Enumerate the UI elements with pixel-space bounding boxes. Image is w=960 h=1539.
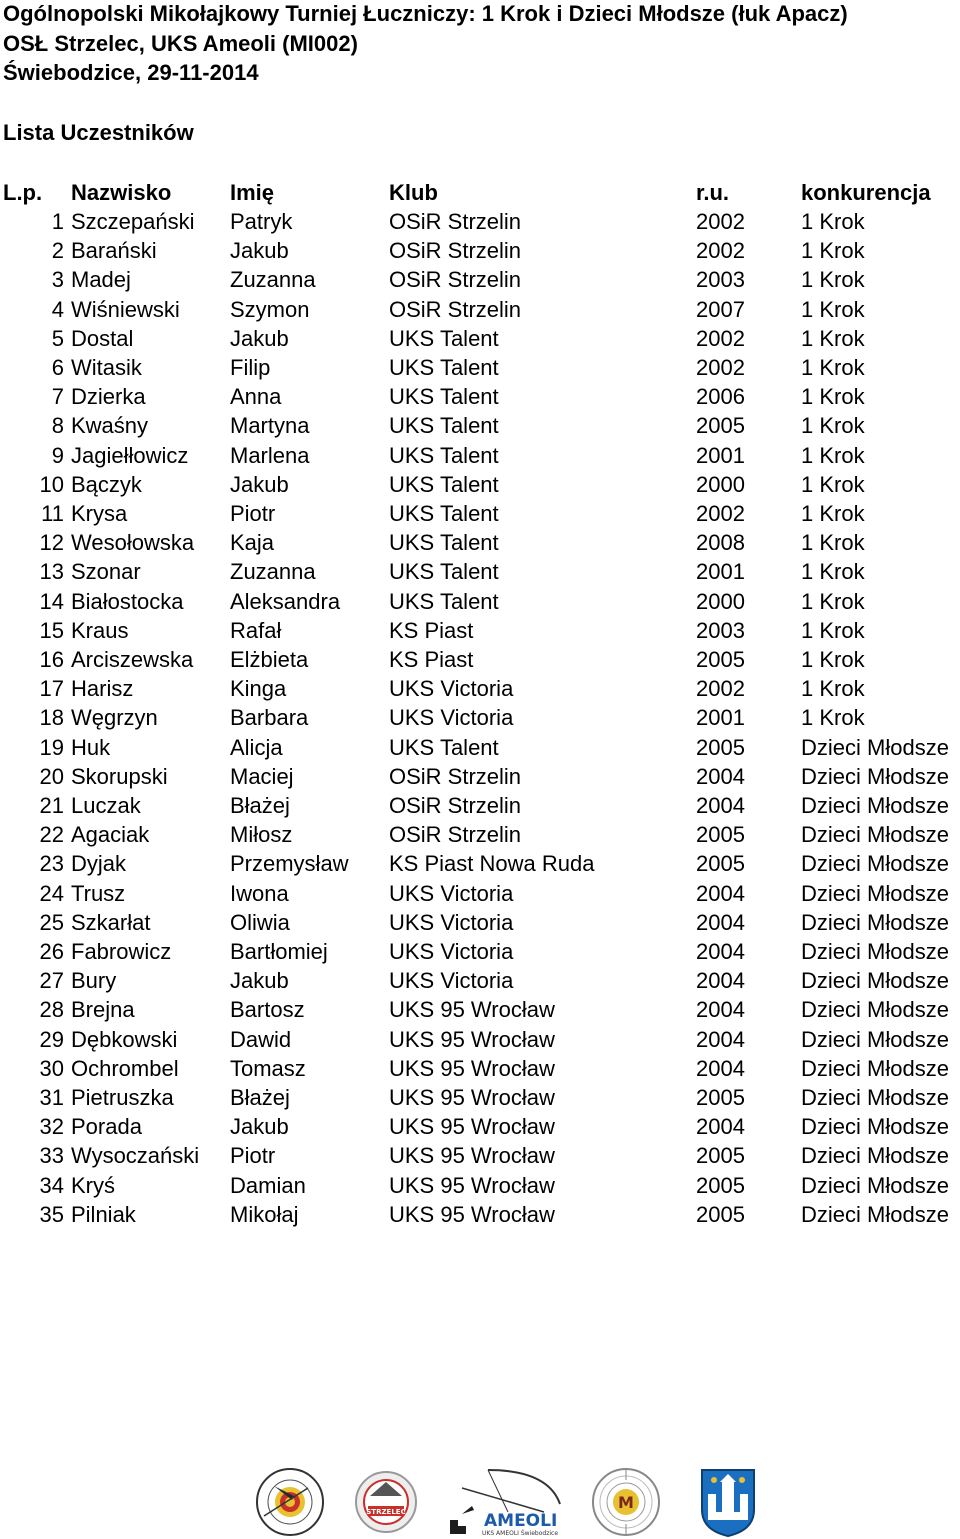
table-row <box>0 850 960 879</box>
cell-lp: 16 <box>39 647 64 672</box>
cell-lp: 7 <box>51 384 64 410</box>
cell-lp: 29 <box>39 1026 64 1052</box>
cell-nazwisko: Brejna <box>71 997 135 1023</box>
cell-nazwisko: Kryś <box>71 1172 115 1198</box>
cell-imie: Patryk <box>230 209 293 234</box>
cell-nazwisko: Kraus <box>71 617 129 643</box>
place-date-line: Świebodzice, 29-11-2014 <box>3 60 259 85</box>
table-row <box>0 354 960 383</box>
table-row <box>0 1142 960 1171</box>
table-row <box>0 266 960 295</box>
cell-konkurencja: Dzieci Młodsze <box>801 1026 949 1052</box>
cell-lp: 23 <box>39 851 64 877</box>
cell-konkurencja: Dzieci Młodsze <box>801 1114 949 1140</box>
cell-nazwisko: Barański <box>71 238 157 264</box>
table-row <box>0 909 960 938</box>
cell-konkurencja: Dzieci Młodsze <box>801 939 949 964</box>
cell-nazwisko: Szczepański <box>71 209 195 234</box>
cell-imie: Miłosz <box>230 822 293 848</box>
table-row <box>0 1172 960 1201</box>
cell-rok: 2004 <box>696 880 745 906</box>
cell-konkurencja: 1 Krok <box>801 325 865 351</box>
table-row <box>0 967 960 996</box>
cell-lp: 10 <box>39 471 64 497</box>
strzelec-logo <box>350 1468 422 1536</box>
cell-konkurencja: 1 Krok <box>801 267 865 293</box>
cell-nazwisko: Wiśniewski <box>71 296 180 322</box>
table-row <box>0 880 960 909</box>
cell-rok: 2004 <box>696 763 745 789</box>
strzelec-logo-text: STRZELEC <box>366 1508 406 1516</box>
cell-imie: Przemysław <box>230 851 349 877</box>
cell-konkurencja: 1 Krok <box>801 617 865 643</box>
cell-imie: Anna <box>230 384 282 410</box>
cell-nazwisko: Skorupski <box>71 763 168 789</box>
cell-konkurencja: Dzieci Młodsze <box>801 734 949 760</box>
cell-konkurencja: 1 Krok <box>801 413 865 439</box>
cell-imie: Elżbieta <box>230 647 309 672</box>
cell-rok: 2004 <box>696 1055 745 1081</box>
cell-klub: UKS Talent <box>389 501 499 526</box>
table-row <box>0 442 960 471</box>
cell-rok: 2001 <box>696 705 745 731</box>
cell-klub: KS Piast <box>389 647 474 672</box>
cell-imie: Bartosz <box>230 997 305 1023</box>
cell-rok: 2004 <box>696 1026 745 1052</box>
cell-rok: 2005 <box>696 1172 745 1198</box>
cell-konkurencja: 1 Krok <box>801 384 865 410</box>
cell-konkurencja: Dzieci Młodsze <box>801 1055 949 1081</box>
cell-klub: UKS Victoria <box>389 705 514 731</box>
cell-lp: 11 <box>41 501 64 526</box>
table-row <box>0 1026 960 1055</box>
cell-konkurencja: 1 Krok <box>801 442 865 468</box>
cell-klub: OSiR Strzelin <box>389 763 522 789</box>
cell-klub: UKS Talent <box>389 325 499 351</box>
cell-rok: 2004 <box>696 968 745 994</box>
cell-lp: 31 <box>39 1085 64 1110</box>
cell-konkurencja: Dzieci Młodsze <box>801 1143 949 1169</box>
cell-klub: UKS Talent <box>389 559 499 585</box>
cell-nazwisko: Luczak <box>71 793 141 818</box>
table-row <box>0 938 960 967</box>
column-header-konkurencja: konkurencja <box>801 180 931 205</box>
cell-lp: 12 <box>39 530 64 556</box>
cell-lp: 35 <box>39 1201 64 1227</box>
cell-klub: KS Piast Nowa Ruda <box>389 851 595 877</box>
cell-rok: 2000 <box>696 471 745 497</box>
cell-rok: 2005 <box>696 851 745 877</box>
cell-rok: 2005 <box>696 734 745 760</box>
cell-imie: Damian <box>230 1172 306 1198</box>
cell-konkurencja: Dzieci Młodsze <box>801 763 949 789</box>
cell-lp: 4 <box>51 296 64 322</box>
cell-nazwisko: Szonar <box>71 559 141 585</box>
cell-nazwisko: Porada <box>71 1114 142 1140</box>
cell-rok: 2002 <box>696 209 745 234</box>
cell-lp: 9 <box>51 442 64 468</box>
cell-konkurencja: 1 Krok <box>801 676 865 702</box>
cell-nazwisko: Wesołowska <box>71 530 195 556</box>
cell-lp: 27 <box>39 968 64 994</box>
table-row <box>0 208 960 237</box>
cell-klub: OSiR Strzelin <box>389 296 522 322</box>
cell-nazwisko: Dostal <box>71 325 134 351</box>
table-row <box>0 617 960 646</box>
cell-rok: 2004 <box>696 939 745 964</box>
cell-lp: 3 <box>51 267 64 293</box>
cell-imie: Zuzanna <box>230 559 316 585</box>
cell-klub: UKS Talent <box>389 442 499 468</box>
cell-konkurencja: 1 Krok <box>801 559 865 585</box>
cell-nazwisko: Huk <box>71 734 111 760</box>
cell-rok: 2000 <box>696 588 745 614</box>
m-target-logo-text: M <box>618 1493 634 1512</box>
cell-konkurencja: 1 Krok <box>801 705 865 731</box>
cell-lp: 28 <box>39 997 64 1023</box>
cell-rok: 2005 <box>696 1143 745 1169</box>
table-row <box>0 704 960 733</box>
cell-lp: 30 <box>39 1055 64 1081</box>
cell-lp: 32 <box>39 1114 64 1140</box>
table-row <box>0 412 960 441</box>
table-row <box>0 558 960 587</box>
table-row <box>0 325 960 354</box>
cell-lp: 21 <box>39 793 64 818</box>
cell-klub: OSiR Strzelin <box>389 267 522 293</box>
cell-konkurencja: Dzieci Młodsze <box>801 880 949 906</box>
ameoli-logo-subtext: UKS AMEOLI Świebodzice <box>482 1530 559 1537</box>
cell-klub: UKS 95 Wrocław <box>389 1172 555 1198</box>
cell-lp: 33 <box>39 1143 64 1169</box>
cell-rok: 2002 <box>696 238 745 264</box>
cell-nazwisko: Krysa <box>71 501 128 526</box>
cell-konkurencja: 1 Krok <box>801 355 865 380</box>
cell-konkurencja: Dzieci Młodsze <box>801 909 949 935</box>
cell-klub: OSiR Strzelin <box>389 238 522 264</box>
cell-nazwisko: Madej <box>71 267 131 293</box>
table-row <box>0 383 960 412</box>
cell-rok: 2008 <box>696 530 745 556</box>
sponsor-logos <box>0 1462 960 1539</box>
cell-lp: 14 <box>39 588 64 614</box>
cell-konkurencja: 1 Krok <box>801 647 865 672</box>
cell-konkurencja: Dzieci Młodsze <box>801 851 949 877</box>
cell-rok: 2004 <box>696 1114 745 1140</box>
cell-rok: 2002 <box>696 355 745 380</box>
cell-klub: OSiR Strzelin <box>389 822 522 848</box>
cell-lp: 22 <box>39 822 64 848</box>
dolnoslaski-zwiazek-logo <box>250 1466 330 1538</box>
m-target-logo <box>588 1466 664 1538</box>
cell-rok: 2005 <box>696 413 745 439</box>
cell-imie: Aleksandra <box>230 588 341 614</box>
cell-imie: Jakub <box>230 471 289 497</box>
swiebodzice-coat-of-arms <box>698 1466 758 1538</box>
cell-klub: UKS 95 Wrocław <box>389 1085 555 1110</box>
cell-klub: UKS Victoria <box>389 968 514 994</box>
table-row <box>0 792 960 821</box>
cell-nazwisko: Arciszewska <box>71 647 194 672</box>
cell-imie: Mikołaj <box>230 1201 299 1227</box>
cell-rok: 2007 <box>696 296 745 322</box>
table-row <box>0 996 960 1025</box>
cell-konkurencja: Dzieci Młodsze <box>801 1172 949 1198</box>
cell-klub: UKS Victoria <box>389 939 514 964</box>
cell-imie: Rafał <box>230 617 282 643</box>
cell-imie: Szymon <box>230 296 310 322</box>
cell-imie: Martyna <box>230 413 310 439</box>
cell-imie: Filip <box>230 355 271 380</box>
cell-rok: 2004 <box>696 793 745 818</box>
cell-imie: Zuzanna <box>230 267 316 293</box>
column-header-nazwisko: Nazwisko <box>71 180 172 205</box>
cell-rok: 2002 <box>696 325 745 351</box>
cell-konkurencja: 1 Krok <box>801 530 865 556</box>
section-title: Lista Uczestników <box>3 120 194 145</box>
cell-imie: Piotr <box>230 1143 276 1169</box>
table-row <box>0 237 960 266</box>
cell-klub: UKS 95 Wrocław <box>389 997 555 1023</box>
cell-nazwisko: Bączyk <box>71 471 142 497</box>
cell-konkurencja: Dzieci Młodsze <box>801 968 949 994</box>
column-header-imie: Imię <box>230 180 275 205</box>
table-row <box>0 1055 960 1084</box>
cell-klub: KS Piast <box>389 617 474 643</box>
cell-nazwisko: Fabrowicz <box>71 939 172 964</box>
cell-imie: Jakub <box>230 1114 289 1140</box>
ameoli-logo-text: AMEOLI <box>484 1511 558 1531</box>
cell-imie: Kaja <box>230 530 275 556</box>
cell-imie: Błażej <box>230 793 290 818</box>
cell-nazwisko: Trusz <box>71 880 126 906</box>
cell-konkurencja: 1 Krok <box>801 209 865 234</box>
table-row <box>0 675 960 704</box>
cell-lp: 13 <box>39 559 64 585</box>
cell-imie: Iwona <box>230 880 289 906</box>
cell-rok: 2005 <box>696 822 745 848</box>
cell-nazwisko: Pietruszka <box>71 1085 174 1110</box>
cell-rok: 2001 <box>696 559 745 585</box>
cell-nazwisko: Wysoczański <box>71 1143 200 1169</box>
cell-nazwisko: Dyjak <box>71 851 127 877</box>
cell-rok: 2004 <box>696 909 745 935</box>
table-row <box>0 296 960 325</box>
table-row <box>0 734 960 763</box>
cell-rok: 2002 <box>696 501 745 526</box>
cell-lp: 8 <box>51 413 64 439</box>
cell-konkurencja: 1 Krok <box>801 296 865 322</box>
ameoli-logo <box>448 1464 568 1538</box>
cell-klub: UKS Victoria <box>389 880 514 906</box>
cell-rok: 2005 <box>696 1201 745 1227</box>
table-row <box>0 500 960 529</box>
cell-konkurencja: 1 Krok <box>801 238 865 264</box>
cell-konkurencja: Dzieci Młodsze <box>801 997 949 1023</box>
table-row <box>0 1113 960 1142</box>
cell-imie: Jakub <box>230 325 289 351</box>
column-header-ru: r.u. <box>696 180 730 205</box>
table-row <box>0 1201 960 1230</box>
table-row <box>0 471 960 500</box>
cell-lp: 17 <box>39 676 64 702</box>
cell-lp: 34 <box>39 1172 64 1198</box>
cell-nazwisko: Białostocka <box>71 588 184 614</box>
cell-lp: 1 <box>51 209 64 234</box>
cell-nazwisko: Pilniak <box>71 1201 136 1227</box>
table-row <box>0 1084 960 1113</box>
table-row <box>0 763 960 792</box>
cell-klub: UKS 95 Wrocław <box>389 1055 555 1081</box>
cell-nazwisko: Kwaśny <box>71 413 149 439</box>
cell-klub: UKS Victoria <box>389 909 514 935</box>
table-row <box>0 646 960 675</box>
cell-rok: 2005 <box>696 647 745 672</box>
cell-lp: 5 <box>51 325 64 351</box>
cell-rok: 2002 <box>696 676 745 702</box>
cell-lp: 24 <box>39 880 64 906</box>
cell-rok: 2005 <box>696 1085 745 1110</box>
cell-rok: 2006 <box>696 384 745 410</box>
cell-imie: Marlena <box>230 442 310 468</box>
cell-konkurencja: Dzieci Młodsze <box>801 1085 949 1110</box>
cell-imie: Dawid <box>230 1026 292 1052</box>
cell-konkurencja: 1 Krok <box>801 588 865 614</box>
cell-nazwisko: Witasik <box>71 355 142 380</box>
cell-nazwisko: Dzierka <box>71 384 146 410</box>
cell-nazwisko: Węgrzyn <box>71 705 158 731</box>
cell-klub: UKS Talent <box>389 588 499 614</box>
cell-imie: Kinga <box>230 676 287 702</box>
cell-klub: OSiR Strzelin <box>389 793 522 818</box>
cell-klub: OSiR Strzelin <box>389 209 522 234</box>
cell-konkurencja: 1 Krok <box>801 471 865 497</box>
cell-lp: 26 <box>39 939 64 964</box>
cell-rok: 2004 <box>696 997 745 1023</box>
cell-nazwisko: Ochrombel <box>71 1055 179 1081</box>
cell-imie: Jakub <box>230 238 289 264</box>
cell-imie: Piotr <box>230 501 276 526</box>
cell-imie: Alicja <box>230 734 283 760</box>
cell-klub: UKS Talent <box>389 355 499 380</box>
cell-nazwisko: Agaciak <box>71 822 150 848</box>
cell-lp: 20 <box>39 763 64 789</box>
cell-klub: UKS Talent <box>389 471 499 497</box>
cell-klub: UKS Talent <box>389 530 499 556</box>
cell-imie: Maciej <box>230 763 294 789</box>
cell-klub: UKS Victoria <box>389 676 514 702</box>
cell-klub: UKS 95 Wrocław <box>389 1201 555 1227</box>
cell-lp: 19 <box>39 734 64 760</box>
organizers-line: OSŁ Strzelec, UKS Ameoli (MI002) <box>3 31 358 56</box>
cell-rok: 2001 <box>696 442 745 468</box>
cell-lp: 6 <box>51 355 64 380</box>
page-title: Ogólnopolski Mikołajkowy Turniej Łuczniczy: 1 Krok i Dzieci Młodsze (łuk Apacz) <box>3 1 848 26</box>
table-row <box>0 821 960 850</box>
cell-lp: 18 <box>39 705 64 731</box>
cell-konkurencja: 1 Krok <box>801 501 865 526</box>
cell-imie: Bartłomiej <box>230 939 328 964</box>
cell-rok: 2003 <box>696 267 745 293</box>
column-header-klub: Klub <box>389 180 438 205</box>
cell-nazwisko: Szkarłat <box>71 909 151 935</box>
cell-imie: Jakub <box>230 968 289 994</box>
cell-konkurencja: Dzieci Młodsze <box>801 822 949 848</box>
cell-klub: UKS Talent <box>389 413 499 439</box>
cell-konkurencja: Dzieci Młodsze <box>801 1201 949 1227</box>
cell-klub: UKS 95 Wrocław <box>389 1114 555 1140</box>
cell-nazwisko: Dębkowski <box>71 1026 178 1052</box>
table-row <box>0 529 960 558</box>
cell-imie: Błażej <box>230 1085 290 1110</box>
cell-nazwisko: Jagiełłowicz <box>71 442 189 468</box>
cell-imie: Barbara <box>230 705 309 731</box>
table-row <box>0 588 960 617</box>
cell-klub: UKS 95 Wrocław <box>389 1143 555 1169</box>
cell-konkurencja: Dzieci Młodsze <box>801 793 949 818</box>
cell-imie: Oliwia <box>230 909 290 935</box>
cell-klub: UKS Talent <box>389 384 499 410</box>
cell-lp: 2 <box>51 238 64 264</box>
cell-klub: UKS 95 Wrocław <box>389 1026 555 1052</box>
cell-nazwisko: Bury <box>71 968 117 994</box>
column-header-lp: L.p. <box>3 180 43 205</box>
cell-klub: UKS Talent <box>389 734 499 760</box>
cell-lp: 25 <box>39 909 64 935</box>
cell-imie: Tomasz <box>230 1055 306 1081</box>
cell-nazwisko: Harisz <box>71 676 134 702</box>
cell-rok: 2003 <box>696 617 745 643</box>
cell-lp: 15 <box>39 617 64 643</box>
